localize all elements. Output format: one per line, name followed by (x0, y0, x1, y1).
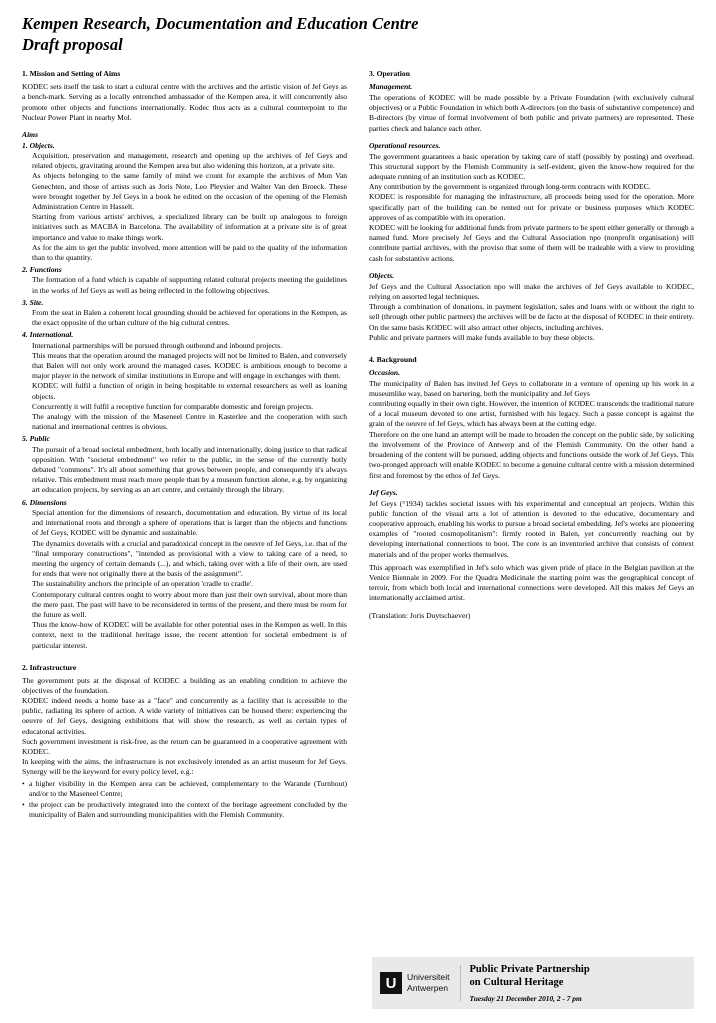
document-title (22, 14, 694, 55)
aim-6-para-4: Contemporary cultural centres ought to worry about more than just their own survival, about more than the mere past. The past will have to be reconsidered in terms of the present, and there must be room for the future as well. (32, 589, 347, 619)
aim-number-3: 3. (22, 297, 28, 307)
university-name-line1: Universiteit (407, 972, 450, 982)
infrastructure-bullet-1: • a higher visibility in the Kempen area can be achieved, complementary to the Warande (Turnhout) and/or to the Maseneel Centre; (22, 779, 347, 799)
infrastructure-para-1: The government puts at the disposal of KODEC a building as an enabling condition to achieve the objectives of the foundation. (22, 675, 347, 695)
aim-item-6 (22, 498, 347, 651)
infrastructure-para-3: Such government investment is risk-free, as the return can be guaranteed in a cooperative agreement with KODEC. (22, 736, 347, 757)
subheading-operational-resources: Operational resources. (369, 140, 441, 150)
aim-1-para-2: As objects belonging to the same family of mind we count for example the archives of Mon Van Genechten, and those of artists such as Joris Note, Leo Pleysier and Walter Van den Broeck. These were brought together by Jef Geys in a book he edited on the occasion of the opening of the Flemish Administration Centre in Hasselt. (32, 171, 347, 211)
subheading-objects: Objects. (369, 270, 395, 280)
university-name (407, 972, 450, 994)
aim-number-6: 6. (22, 497, 28, 507)
aim-4-para-4: Concurrently it will fulfil a receptive function for comparable domestic and foreign projects. (32, 401, 314, 411)
resources-para-3: KODEC is responsible for managing the infrastructure, all proceeds being used for the operation. More specifically part of the building can be rented out for private or business purposes which KODEC approves of as compatible with its operation. (369, 192, 694, 222)
aim-body-2 (32, 275, 347, 295)
aim-4-para-5: The analogy with the mission of the Maseneel Centre in Kasterlee and the cooperation with such national and international centres is obvious. (32, 412, 347, 432)
aim-6-para-3: The sustainability anchors the principle of an operation 'cradle to cradle'. (32, 579, 253, 589)
objects-para-2: Through a combination of donations, in payment legislation, sales and loans with or without the right to sell (through other public partners) the archives will be de facto at the disposal of KODEC in their entirety. (369, 302, 694, 322)
university-logo-icon: U (380, 972, 402, 994)
aim-body-5 (32, 445, 347, 496)
aim-6-para-2: The dynamics dovetails with a crucial and paradoxical concept in the oeuvre of Jef Geys, i.e. that of the "final temporary constructions", "intended as provisional with a view to taking care of a need, to meeting the urgency of certain demands (...), and which, taking over with a life of their own, are used for ends that were not originally there at the basis of the assignment". (32, 538, 347, 579)
infrastructure-para-2: KODEC indeed needs a home base as a "face" and concurrently as a facility that is accessible to the public, radiating its sphere of action. A wide variety of initiatives can be housed there: experiencing the oeuvre of Jef Geys, designing exhibitions that will show the research, as well as certain types of educatonal activities. (22, 696, 347, 736)
aim-1-para-1: Acquisition, preservation and management, research and opening up the archives of Jef Geys and related objects, gravitating around the Kempen area but also widening this horizon, at a private site. (32, 150, 347, 171)
aims-list (22, 141, 347, 651)
occasion-para-3: Therefore on the one hand an attempt will be made to broaden the concept on the public side, by soliciting the involvement of the Province of Antwerp and of the Flemish Community. On the other hand a broadening of the content will be pursued, adding objects and functions outside the work of Jef Geys. This two-pronged approach will enable KODEC to become a genuine cultural centre with a mission determined first and foremost by the ethos of Jef Geys. (369, 429, 694, 480)
resources-para-2: Any contribution by the government is organized through long-term contracts with KODEC. (369, 182, 651, 192)
left-column (22, 69, 347, 820)
aim-6-para-5: Thus the know-how of KODEC will be available for other potential uses in the Kempen as well. In this context, next to the traditional heritage issue, the recent attention for societal embedment is of particular interest. (32, 620, 347, 650)
footer-event-title-line2: on Cultural Heritage (469, 977, 564, 988)
aim-title-4: International. (29, 330, 74, 340)
translation-credit: (Translation: Joris Duytschaever) (369, 610, 471, 620)
objects-para-4: Public and private partners will make funds available to buy these objects. (369, 332, 595, 342)
footer-event-date: Tuesday 21 December 2010, 2 - 7 pm (469, 994, 582, 1004)
management-para: The operations of KODEC will be made possible by a Private Foundation (with exclusively cultural objectives) or a Public Foundation in which both A-directors (on the basis of substantive competence) and B-directors (by virtue of formal involvement of both public and private partners) are represented. These parties check and balance each other. (369, 92, 694, 133)
aim-1-para-3: Starting from various artists' archives, a specialized library can be built up analogous to foreign initiatives such as MACBA in Barcelona. The availability of information at a private site is of great importance and value to make things work. (32, 212, 347, 242)
jefgeys-para-1: Jef Geys (°1934) tackles societal issues with his experimental and conceptual art projects. Within this public function of the visual arts a lot of attention is devoted to the educative, documentary and cooperative approach, enabling his works to pursue a broad societal embedding. Jef's works are pioneering examples of "rooted cosmopolitanism": firmly rooted in Balen, yet concurrently reaching out by developing international connections to boot. The core is an inventoried archive that consists of context materials and of the proper works themselves. (369, 498, 694, 559)
resources-para-1: The government guarantees a basic operation by taking care of staff (possibly by posting) and overhead. This structural support by the Flemish Community is self-evident, given the know-how required for the adequate running of an institution such as KODEC. (369, 151, 694, 182)
section-heading-background: 4. Background (369, 354, 417, 364)
aim-item-4 (22, 330, 347, 432)
footer-event-title (470, 963, 686, 989)
aim-body-1 (32, 151, 347, 263)
aim-number-4: 4. (22, 330, 28, 340)
subheading-occasion: Occasion. (369, 367, 401, 377)
subheading-management: Management. (369, 82, 413, 92)
aim-number-2: 2. (22, 265, 28, 275)
subheading-jef-geys: Jef Geys. (369, 487, 398, 497)
university-name-line2: Antwerpen (407, 983, 449, 993)
aim-item-1 (22, 141, 347, 263)
footer-event-title-line1: Public Private Partnership (469, 963, 590, 975)
aim-3-para-1: From the seat in Balen a coherent local grounding should be achieved for operations in the Kempen, as the exact opposite of the urban culture of the big cultural centres. (32, 308, 347, 328)
aim-title-5: Public (29, 434, 50, 444)
objects-para-3: On the same basis KODEC will also attract other objects, including archives. (369, 322, 604, 332)
infrastructure-bullet-2: • the project can be productively integrated into the context of the heritage agreement concluded by the municipality of Balen and surrounding municipalities with the Flemish Community. (22, 800, 347, 820)
aim-item-5 (22, 434, 347, 495)
aim-4-para-3: KODEC will fulfil a function of origin in being hospitable to external researchers as well as loaning objects. (32, 381, 347, 401)
footer-divider (460, 965, 461, 1001)
aim-number-1: 1. (22, 140, 28, 150)
section-heading-mission: 1. Mission and Setting of Aims (22, 69, 121, 79)
infrastructure-para-4: In keeping with the aims, the infrastructure is not exclusively intended as an artist museum for Jef Geys. Synergy will be the keyword for every policy level, e.g.: (22, 757, 347, 777)
document-title-line1: Kempen Research, Documentation and Education Centre (22, 14, 419, 33)
aim-2-para-1: The formation of a fund which is capable of supporting related cultural projects meeting the guidelines in the works of Jef Geys as well as being reflected in the following objectives. (32, 275, 347, 295)
right-column (369, 69, 694, 621)
occasion-para-2: contributing equally in their own right. However, the intention of KODEC transcends the traditional nature of a local museum devoted to one artist, furnished with his legacy. Such a passe concept is against the grain of the oeuvre of Jef Geys, which has always been at the cutting edge. (369, 399, 694, 429)
aim-5-para-1: The pursuit of a broad societal embedment, both locally and internationally, doing justice to that radical opposition. With "societal embedment" we refer to the public, in the sense of the currently hotly debated "commons". It's all about something that grows between people, and consequently it's always relative. This embedment must reach more people than by a museum function alone, e.g. by organizing art education projects, by serving as an art centre, and certainly through the library. (32, 444, 347, 495)
aim-title-3: Site. (29, 297, 44, 307)
aim-body-6 (32, 508, 347, 651)
aim-1-para-4: As for the aim to get the public involved, more attention will be paid to the quality of the information than to the quantity. (32, 242, 347, 263)
section-heading-infrastructure: 2. Infrastructure (22, 662, 77, 672)
aim-4-para-1: International partnerships will be pursued through outbound and inbound projects. (32, 340, 283, 350)
aim-title-6: Dimensions (29, 497, 67, 507)
objects-para-1: Jef Geys and the Cultural Association npo will make the archives of Jef Geys available to KODEC, relying on assorted legal techniques. (369, 281, 694, 301)
aim-body-4 (32, 341, 347, 433)
aim-number-5: 5. (22, 434, 28, 444)
occasion-para-1: The municipality of Balen has invited Jef Geys to collaborate in a venture of opening up his work in a museumlike way, based on bartering, both the municipality and Jef Geys (369, 378, 694, 398)
aims-heading: Aims (22, 129, 39, 139)
aim-title-1: Objects. (29, 140, 55, 150)
aim-4-para-2: This means that the operation around the managed projects will not be limited to Balen, and conversely that Balen will not only work around the managed cases. KODEC is ambitious enough to become a major player in the network of similar institutions in Europe and will engage in exchanges with them. (32, 350, 347, 381)
aim-title-2: Functions (29, 265, 62, 275)
resources-para-4: KODEC will be looking for additional funds from private partners to be spent either generally or through a named fund. More precisely Jef Geys and the Cultural Association npo (nonprofit organisation) will contribute partial archives, with the proviso that some of them will be tradeable with a view to providing cash for substantive actions. (369, 223, 694, 263)
document-title-line2: Draft proposal (22, 34, 123, 54)
infrastructure-bullet-list (22, 779, 347, 821)
two-column-body (22, 69, 694, 820)
aim-body-3 (32, 308, 347, 328)
footer-event-info (470, 963, 686, 1003)
jefgeys-para-2: This approach was exemplified in Jef's solo which was given pride of place in the Belgian pavilion at the Venice Biennale in 2009. For the Quadra Medicinale the starting point was the geographical concept of terroir, from which both local and international connections were developed. All this makes Jef Geys an internationally acclaimed artist. (369, 562, 694, 603)
aim-6-para-1: Special attention for the dimensions of research, documentation and education. By virtue of its local and international roots and through a sphere of operations that is larger than the objects and functions of Jef Geys, KODEC will be dynamic and sustainable. (32, 507, 347, 538)
aim-item-3 (22, 298, 347, 329)
section-heading-operation: 3. Operation (369, 69, 410, 79)
aim-item-2 (22, 265, 347, 296)
mission-paragraph: KODEC sets itself the task to start a cultural centre with the archives and the artistic vision of Jef Geys as a bench-mark. Serving as a locally entrenched ambassador of the Kempen area, it will concurrently also promote other objects and functions internationally. Kodec thus acts as a cultural counterpoint to the Nuclear Power Plant in nearby Mol. (22, 82, 347, 122)
footer-banner (372, 957, 694, 1009)
